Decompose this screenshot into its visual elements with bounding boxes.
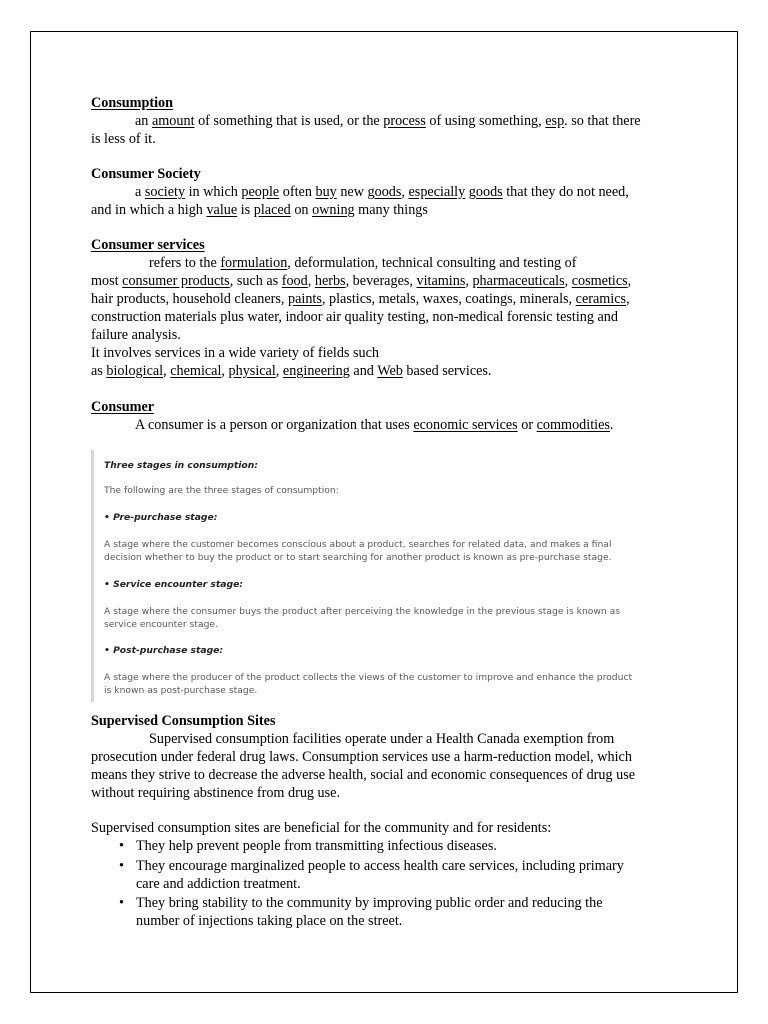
heading-consumer-society: Consumer Society bbox=[91, 166, 201, 182]
link-value[interactable]: value bbox=[206, 202, 238, 218]
link-especially[interactable]: especially bbox=[408, 184, 466, 200]
text: a bbox=[135, 184, 145, 200]
supervised-paragraph-line3: means they strive to decrease the adverse health, social and economic consequences of drug use bbox=[91, 767, 636, 783]
text: on bbox=[290, 202, 313, 218]
text: , plastics, metals, waxes, coatings, minerals, bbox=[321, 291, 576, 307]
consumer-services-line4: construction materials plus water, indoor air quality testing, non-medical forensic testing and bbox=[91, 309, 618, 325]
stages-intro: The following are the three stages of consumption: bbox=[104, 485, 339, 496]
stages-embedded-image bbox=[91, 450, 682, 702]
stage-3-text-line1: A stage where the producer of the product collects the views of the customer to improve and enhance the product bbox=[104, 672, 633, 683]
bullet-dot: • bbox=[119, 838, 124, 854]
consumer-society-line1 bbox=[135, 183, 629, 201]
text: . so that there bbox=[564, 113, 641, 129]
link-chemical[interactable]: chemical bbox=[170, 363, 222, 379]
consumer-society-line2 bbox=[91, 201, 428, 219]
text: hair products, household cleaners, bbox=[91, 291, 288, 307]
text: often bbox=[279, 184, 316, 200]
stages-title: Three stages in consumption: bbox=[104, 460, 258, 471]
text: is bbox=[237, 202, 254, 218]
stage-3-text-line2: is known as post-purchase stage. bbox=[104, 685, 258, 696]
link-owning[interactable]: owning bbox=[312, 202, 355, 218]
consumer-services-line3 bbox=[91, 290, 630, 308]
text: , bbox=[465, 273, 473, 289]
link-placed[interactable]: placed bbox=[253, 202, 291, 218]
supervised-paragraph-line1: Supervised consumption facilities operate under a Health Canada exemption from bbox=[149, 731, 615, 747]
text: as bbox=[91, 363, 107, 379]
link-commodities[interactable]: commodities bbox=[536, 417, 610, 433]
text: that they do not need, bbox=[502, 184, 629, 200]
link-people[interactable]: people bbox=[241, 184, 280, 200]
consumption-definition-line1 bbox=[135, 112, 641, 130]
text: most bbox=[91, 273, 123, 289]
benefit-item-2-line1: They encourage marginalized people to access health care services, including primary bbox=[136, 858, 624, 874]
text: , deformulation, technical consulting and testing of bbox=[287, 255, 577, 271]
text: new bbox=[336, 184, 368, 200]
benefit-item-3-line2: number of injections taking place on the street. bbox=[136, 913, 403, 929]
link-vitamins[interactable]: vitamins bbox=[416, 273, 466, 289]
bullet-dot: • bbox=[119, 895, 124, 911]
consumer-services-line1 bbox=[149, 254, 577, 272]
text: many things bbox=[354, 202, 428, 218]
consumer-services-line5: failure analysis. bbox=[91, 327, 181, 343]
stage-2-text-line1: A stage where the consumer buys the product after perceiving the knowledge in the previous stage is known as bbox=[104, 606, 621, 617]
text: and in which a high bbox=[91, 202, 207, 218]
link-paints[interactable]: paints bbox=[288, 291, 322, 307]
link-engineering[interactable]: engineering bbox=[282, 363, 350, 379]
consumer-services-line7 bbox=[91, 362, 491, 380]
link-goods[interactable]: goods bbox=[367, 184, 402, 200]
link-herbs[interactable]: herbs bbox=[314, 273, 346, 289]
link-economic-services[interactable]: economic services bbox=[413, 417, 518, 433]
text: an bbox=[135, 113, 152, 129]
stage-3-title: • Post-purchase stage: bbox=[104, 645, 224, 656]
link-pharmaceuticals[interactable]: pharmaceuticals bbox=[472, 273, 565, 289]
supervised-paragraph-line2: prosecution under federal drug laws. Consumption services use a harm-reduction model, which bbox=[91, 749, 632, 765]
stage-1-text-line2: decision whether to buy the product or to start searching for another product is known as pre-purchase stage. bbox=[104, 552, 612, 563]
supervised-benefits-intro: Supervised consumption sites are beneficial for the community and for residents: bbox=[91, 820, 552, 836]
link-formulation[interactable]: formulation bbox=[220, 255, 288, 271]
text: , bbox=[626, 291, 630, 307]
text: and bbox=[349, 363, 378, 379]
consumption-definition-line2: is less of it. bbox=[91, 131, 156, 147]
text: , bbox=[401, 184, 409, 200]
heading-consumer-services: Consumer services bbox=[91, 237, 205, 253]
link-food[interactable]: food bbox=[281, 273, 308, 289]
benefit-item-1: They help prevent people from transmitting infectious diseases. bbox=[136, 838, 497, 854]
text: , bbox=[564, 273, 572, 289]
bullet-dot: • bbox=[119, 858, 124, 874]
benefit-item-3-line1: They bring stability to the community by improving public order and reducing the bbox=[136, 895, 603, 911]
text: , bbox=[163, 363, 171, 379]
document-page bbox=[30, 31, 738, 993]
consumer-services-line6: It involves services in a wide variety of fields such bbox=[91, 345, 380, 361]
text: refers to the bbox=[149, 255, 221, 271]
heading-supervised-consumption-sites: Supervised Consumption Sites bbox=[91, 713, 276, 729]
link-goods-2[interactable]: goods bbox=[468, 184, 503, 200]
stage-2-text-line2: service encounter stage. bbox=[104, 619, 219, 630]
consumer-definition bbox=[135, 416, 613, 434]
link-esp[interactable]: esp bbox=[545, 113, 565, 129]
text: . bbox=[609, 417, 614, 433]
text: , such as bbox=[229, 273, 282, 289]
link-physical[interactable]: physical bbox=[228, 363, 276, 379]
text: A consumer is a person or organization that uses bbox=[135, 417, 414, 433]
heading-consumer: Consumer bbox=[91, 399, 155, 415]
heading-consumption: Consumption bbox=[91, 95, 174, 111]
text: , beverages, bbox=[345, 273, 417, 289]
link-buy[interactable]: buy bbox=[315, 184, 337, 200]
supervised-paragraph-line4: without requiring abstinence from drug use. bbox=[91, 785, 341, 801]
text: , bbox=[221, 363, 229, 379]
text: based services. bbox=[402, 363, 492, 379]
stage-2-title: • Service encounter stage: bbox=[104, 579, 243, 590]
link-cosmetics[interactable]: cosmetics bbox=[571, 273, 628, 289]
document-body bbox=[31, 32, 737, 992]
link-ceramics[interactable]: ceramics bbox=[575, 291, 627, 307]
link-amount[interactable]: amount bbox=[151, 113, 195, 129]
link-consumer-products[interactable]: consumer products bbox=[122, 273, 230, 289]
stage-1-title: • Pre-purchase stage: bbox=[104, 512, 218, 523]
text: of using something, bbox=[425, 113, 546, 129]
text: , bbox=[627, 273, 632, 289]
text: , bbox=[307, 273, 315, 289]
link-society[interactable]: society bbox=[144, 184, 186, 200]
link-process[interactable]: process bbox=[383, 113, 426, 129]
stage-1-text-line1: A stage where the customer becomes conscious about a product, searches for related data, and makes a final bbox=[104, 539, 612, 550]
text: in which bbox=[185, 184, 242, 200]
text: or bbox=[517, 417, 537, 433]
text: of something that is used, or the bbox=[194, 113, 384, 129]
benefit-item-2-line2: care and addiction treatment. bbox=[136, 876, 301, 892]
link-biological[interactable]: biological bbox=[106, 363, 164, 379]
text: , bbox=[275, 363, 283, 379]
consumer-services-line2 bbox=[91, 272, 631, 290]
link-web[interactable]: Web bbox=[377, 363, 403, 379]
